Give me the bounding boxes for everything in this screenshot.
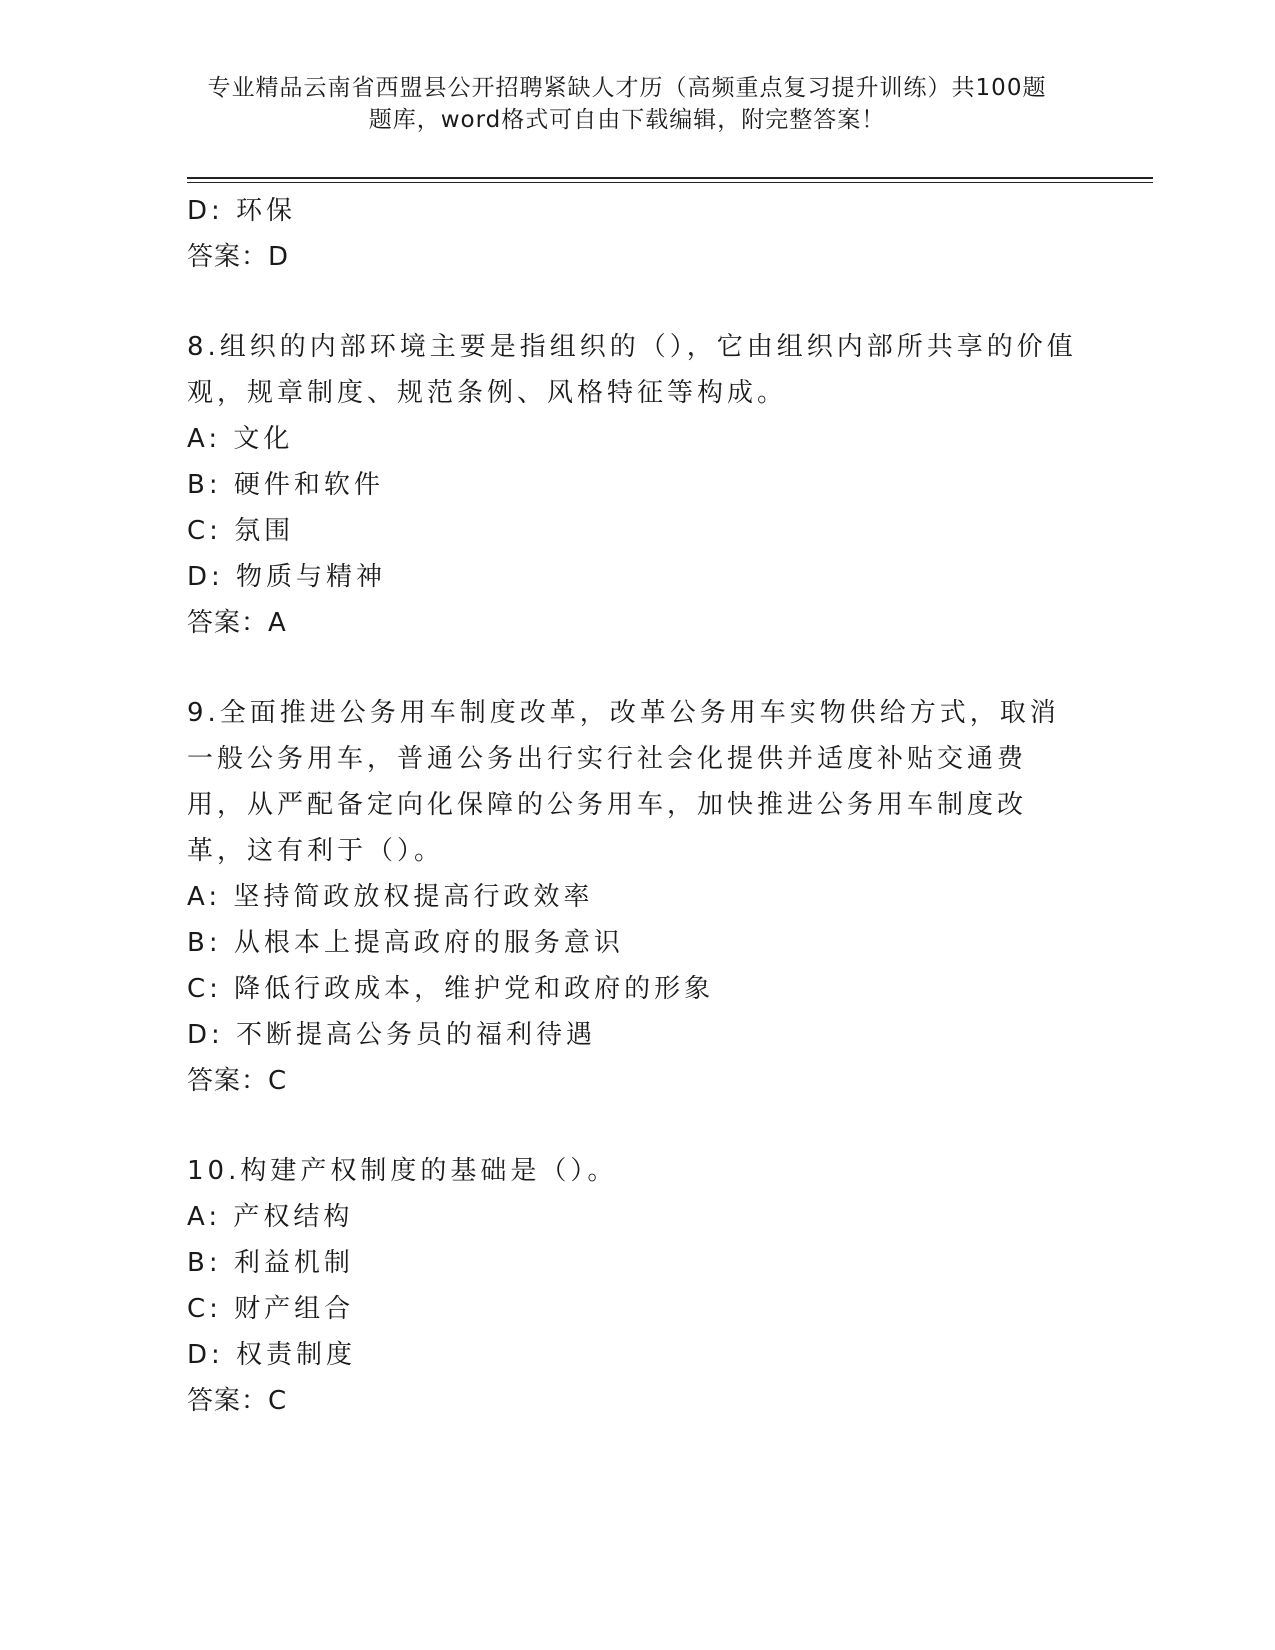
page-header — [187, 72, 1067, 136]
question-stem: 9.全面推进公务用车制度改革，改革公务用车实物供给方式，取消一般公务用车，普通公务出行实行社会化提供并适度补贴交通费用，从严配备定向化保障的公务用车，加快推进公务用车制度改革，这有利于（）。 — [187, 698, 1060, 866]
answer-line: 答案：D — [187, 242, 290, 272]
option-c: C: 财产组合 — [187, 1294, 355, 1324]
question-list — [187, 188, 1077, 1424]
header-divider-thick — [187, 177, 1153, 179]
answer-line: 答案：C — [187, 1066, 288, 1096]
option-b: B: 从根本上提高政府的服务意识 — [187, 928, 624, 958]
option-a: A: 产权结构 — [187, 1202, 354, 1232]
question-carryover — [187, 188, 1077, 280]
question-10 — [187, 1148, 1077, 1424]
option-b: B: 利益机制 — [187, 1248, 354, 1278]
option-d: D: 物质与精神 — [187, 562, 387, 592]
question-8 — [187, 324, 1077, 646]
option-c: C: 降低行政成本，维护党和政府的形象 — [187, 974, 715, 1004]
header-divider-thin — [187, 182, 1153, 183]
question-stem: 10.构建产权制度的基础是（）。 — [187, 1156, 618, 1186]
question-9 — [187, 690, 1077, 1104]
header-title-line-2: 题库，word格式可自由下载编辑，附完整答案！ — [368, 107, 886, 133]
option-d: D: 不断提高公务员的福利待遇 — [187, 1020, 597, 1050]
option-a: A: 坚持简政放权提高行政效率 — [187, 882, 594, 912]
answer-line: 答案：C — [187, 1386, 288, 1416]
option-a: A: 文化 — [187, 424, 294, 454]
option-b: B: 硬件和软件 — [187, 470, 384, 500]
option-d: D: 权责制度 — [187, 1340, 357, 1370]
question-stem: 8.组织的内部环境主要是指组织的（），它由组织内部所共享的价值观，规章制度、规范条例、风格特征等构成。 — [187, 332, 1077, 408]
header-title-line-1: 专业精品云南省西盟县公开招聘紧缺人才历（高频重点复习提升训练）共100题 — [207, 75, 1047, 101]
option-d: D: 环保 — [187, 196, 297, 226]
answer-line: 答案：A — [187, 608, 287, 638]
option-c: C: 氛围 — [187, 516, 295, 546]
